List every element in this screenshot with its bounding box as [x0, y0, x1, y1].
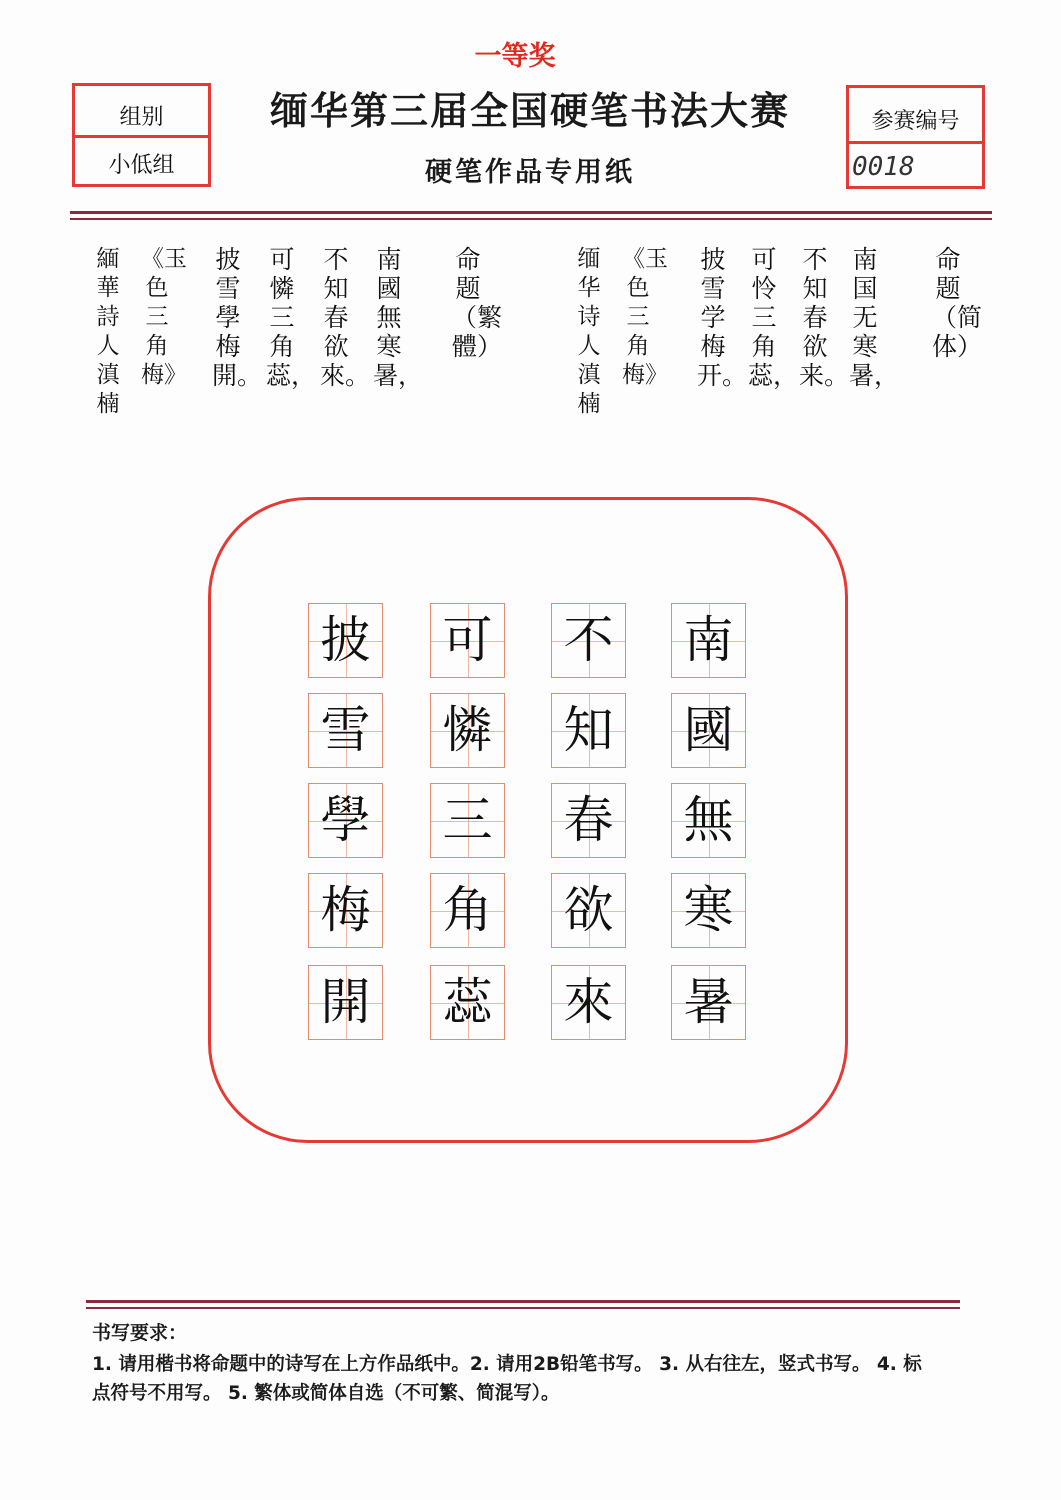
grid-cell: 披 — [308, 603, 383, 678]
group-label: 组别 — [119, 105, 164, 130]
footer-rule-top — [86, 1300, 960, 1303]
simplified-line-4: 披雪学梅开。 — [697, 245, 748, 390]
header-rule-top — [70, 211, 992, 214]
grid-cell: 角 — [430, 873, 505, 948]
requirements-text: 1. 请用楷书将命题中的诗写在上方作品纸中。2. 请用2B铅笔书写。 3. 从右往左，竖式书写。 4. 标点符号不用写。 5. 繁体或简体自选（不可繁、简混写）。 — [92, 1354, 922, 1404]
entry-divider — [849, 141, 982, 144]
group-divider — [75, 135, 208, 138]
requirements-title: 书写要求： — [92, 1322, 188, 1344]
grid-cell: 暑 — [671, 965, 746, 1040]
traditional-line-4: 披雪學梅開。 — [212, 245, 263, 390]
grid-cell: 可 — [430, 603, 505, 678]
group-box — [72, 83, 211, 187]
grid-cell: 三 — [430, 783, 505, 858]
traditional-line-2: 不知春欲來。 — [320, 245, 371, 390]
grid-cell: 不 — [551, 603, 626, 678]
group-value: 小低组 — [108, 153, 175, 178]
simplified-poem-title: 《玉色三角梅》 — [622, 246, 668, 388]
writing-frame — [208, 497, 848, 1143]
traditional-author: 緬華詩人 滇楠 — [96, 246, 120, 417]
simplified-line-1: 南国无寒暑， — [849, 245, 900, 390]
grid-cell: 欲 — [551, 873, 626, 948]
grid-cell: 知 — [551, 693, 626, 768]
simplified-heading: 命题（简体） — [932, 245, 983, 361]
grid-cell: 開 — [308, 965, 383, 1040]
grid-cell: 梅 — [308, 873, 383, 948]
page-subtitle: 硬笔作品专用纸 — [425, 157, 635, 188]
traditional-line-1: 南國無寒暑， — [373, 245, 424, 390]
simplified-line-2: 不知春欲来。 — [799, 245, 850, 390]
grid-cell: 憐 — [430, 693, 505, 768]
page-title: 缅华第三届全国硬笔书法大赛 — [269, 88, 790, 133]
grid-cell: 學 — [308, 783, 383, 858]
traditional-heading: 命题（繁體） — [452, 245, 503, 361]
footer-rule-bottom — [86, 1307, 960, 1309]
grid-cell: 寒 — [671, 873, 746, 948]
grid-cell: 春 — [551, 783, 626, 858]
simplified-author: 缅华诗人 滇楠 — [577, 246, 601, 417]
entry-label: 参赛编号 — [871, 109, 960, 134]
award-label: 一等奖 — [474, 41, 556, 72]
traditional-poem-title: 《玉色三角梅》 — [141, 246, 187, 388]
simplified-line-3: 可怜三角蕊， — [748, 245, 799, 390]
grid-cell: 來 — [551, 965, 626, 1040]
grid-cell: 無 — [671, 783, 746, 858]
entry-number: 0018 — [852, 152, 915, 182]
traditional-line-3: 可憐三角蕊， — [266, 245, 317, 390]
grid-cell: 國 — [671, 693, 746, 768]
grid-cell: 南 — [671, 603, 746, 678]
header-rule-bottom — [70, 218, 992, 220]
grid-cell: 雪 — [308, 693, 383, 768]
grid-cell: 蕊 — [430, 965, 505, 1040]
